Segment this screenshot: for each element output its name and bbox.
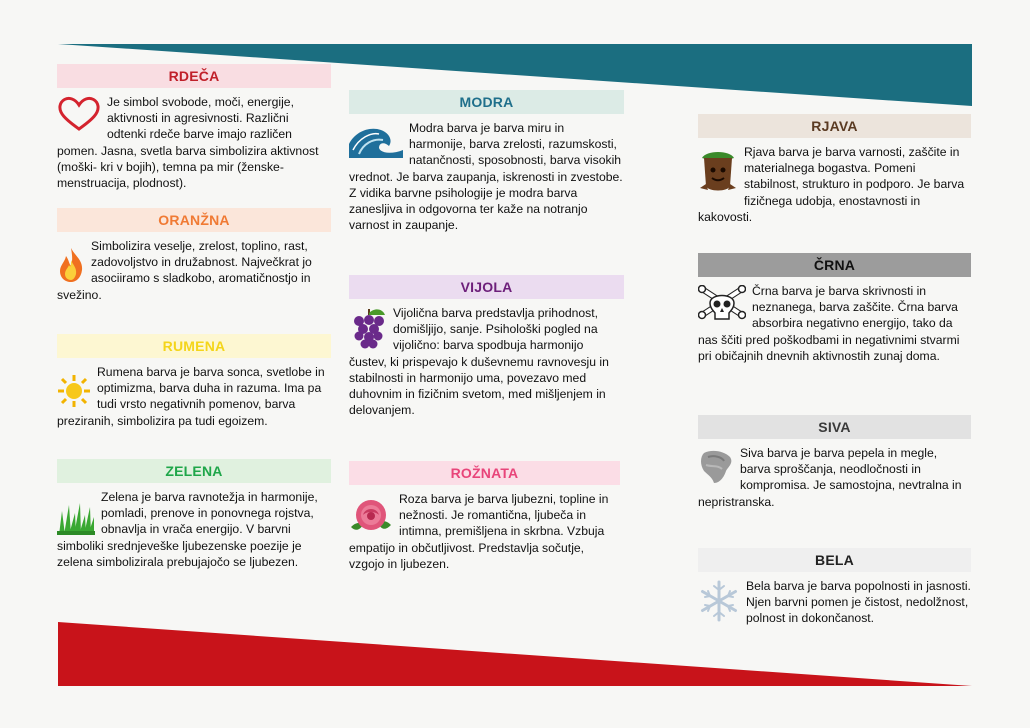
section-title: VIJOLA xyxy=(349,275,624,299)
section-modra xyxy=(349,90,624,233)
grass-icon xyxy=(57,501,95,535)
section-text: Črna barva je barva skrivnosti in neznanega, barva zaščite. Črna barva absorbira negativno energijo, tako da nas ščiti pred poškodbami in negativnimi stvarmi pri običajnih dnevnih aktivnostih zunaj doma. xyxy=(698,284,960,363)
section-title: RJAVA xyxy=(698,114,971,138)
section-crna xyxy=(698,253,971,364)
section-title: BELA xyxy=(698,548,971,572)
section-text: Bela barva je barva popolnosti in jasnosti. Njen barvni pomen je čistost, nedolžnost, polnost in dokončanost. xyxy=(746,579,971,626)
section-text: Vijolična barva predstavlja prihodnost, domišljijo, sanje. Psihološki pogled na vijolično: barva spodbuja harmonijo čustev, ki prispevajo k duševnemu ravnovesju in stabilnosti in harmonijo uma, povezavo med duhovnim in fizičnim svetom, med mišljenjem in delovanjem. xyxy=(349,306,609,418)
section-text: Modra barva je barva miru in harmonije, barva zrelosti, razumskosti, natančnosti, sposobnosti, barva visokih vrednot. Je barva zaupanja, iskrenosti in zvestobe. Z vidika barvne psihologije je modra barva zanesljiva in odgovorna ter kaže na notranjo varnost in zaupanje. xyxy=(349,121,623,233)
section-title: ORANŽNA xyxy=(57,208,331,232)
grapes-icon xyxy=(349,307,387,351)
section-text: Simbolizira veselje, zrelost, toplino, rast, zadovoljstvo in družabnost. Največkrat jo asociiramo s sladkobo, aromatičnostjo in svežino. xyxy=(57,239,312,302)
section-oranzna xyxy=(57,208,331,303)
section-title: MODRA xyxy=(349,90,624,114)
section-siva xyxy=(698,415,971,510)
section-title: ROŽNATA xyxy=(349,461,620,485)
wave-icon xyxy=(349,124,403,158)
section-title: SIVA xyxy=(698,415,971,439)
section-bela xyxy=(698,548,971,627)
section-text: Je simbol svobode, moči, energije, aktivnosti in agresivnosti. Različni odtenki rdeče barve imajo različen pomen. Jasna, svetla barva simbolizira aktivnost (moški- kri v bojih), temna pa mir (ženske- menstruacija, plodnost). xyxy=(57,95,319,191)
section-rumena xyxy=(57,334,331,429)
section-text: Roza barva je barva ljubezni, topline in nežnosti. Je romantična, ljubeča in intimna, premišljena in skrbna. Vzbuja empatijo in občutljivost. Predstavlja sočutje, vzgojo in ljubezen. xyxy=(349,492,609,571)
section-text: Siva barva je barva pepela in megle, barva sproščanja, neodločnosti in kompromisa. Je samostojna, nevtralna in nepristranska. xyxy=(698,446,962,509)
section-text: Rumena barva je barva sonca, svetlobe in optimizma, barva duha in razuma. Ima pa tudi vrsto negativnih pomenov, barva preziranih, simbolizira pa tudi egoizem. xyxy=(57,365,325,428)
section-vijola xyxy=(349,275,624,418)
tree-stump-icon xyxy=(698,148,738,194)
section-text: Rjava barva je barva varnosti, zaščite in materialnega bogastva. Pomeni stabilnost, strukturo in podporo. Je barva fizičnega udobja, enostavnosti in kakovosti. xyxy=(698,145,965,224)
section-rdeca xyxy=(57,64,331,191)
section-title: RUMENA xyxy=(57,334,331,358)
section-title: ČRNA xyxy=(698,253,971,277)
section-rjava xyxy=(698,114,971,225)
section-roznata xyxy=(349,461,620,572)
section-title: RDEČA xyxy=(57,64,331,88)
section-zelena xyxy=(57,459,331,570)
skull-icon xyxy=(698,285,746,327)
rock-icon xyxy=(698,449,734,485)
heart-icon xyxy=(57,96,101,132)
section-text: Zelena je barva ravnotežja in harmonije, pomladi, prenove in ponovnega rojstva, obnavlja in vrača energijo. V barvni simboliki srednjeveške ljubezenske poezije je zelena simbolizirala prebujajočo se ljubezen. xyxy=(57,490,318,569)
red-stripe xyxy=(58,622,972,686)
sun-icon xyxy=(57,374,91,408)
rose-icon xyxy=(349,495,393,535)
snowflake-icon xyxy=(698,580,740,622)
flame-icon xyxy=(57,246,85,284)
section-title: ZELENA xyxy=(57,459,331,483)
